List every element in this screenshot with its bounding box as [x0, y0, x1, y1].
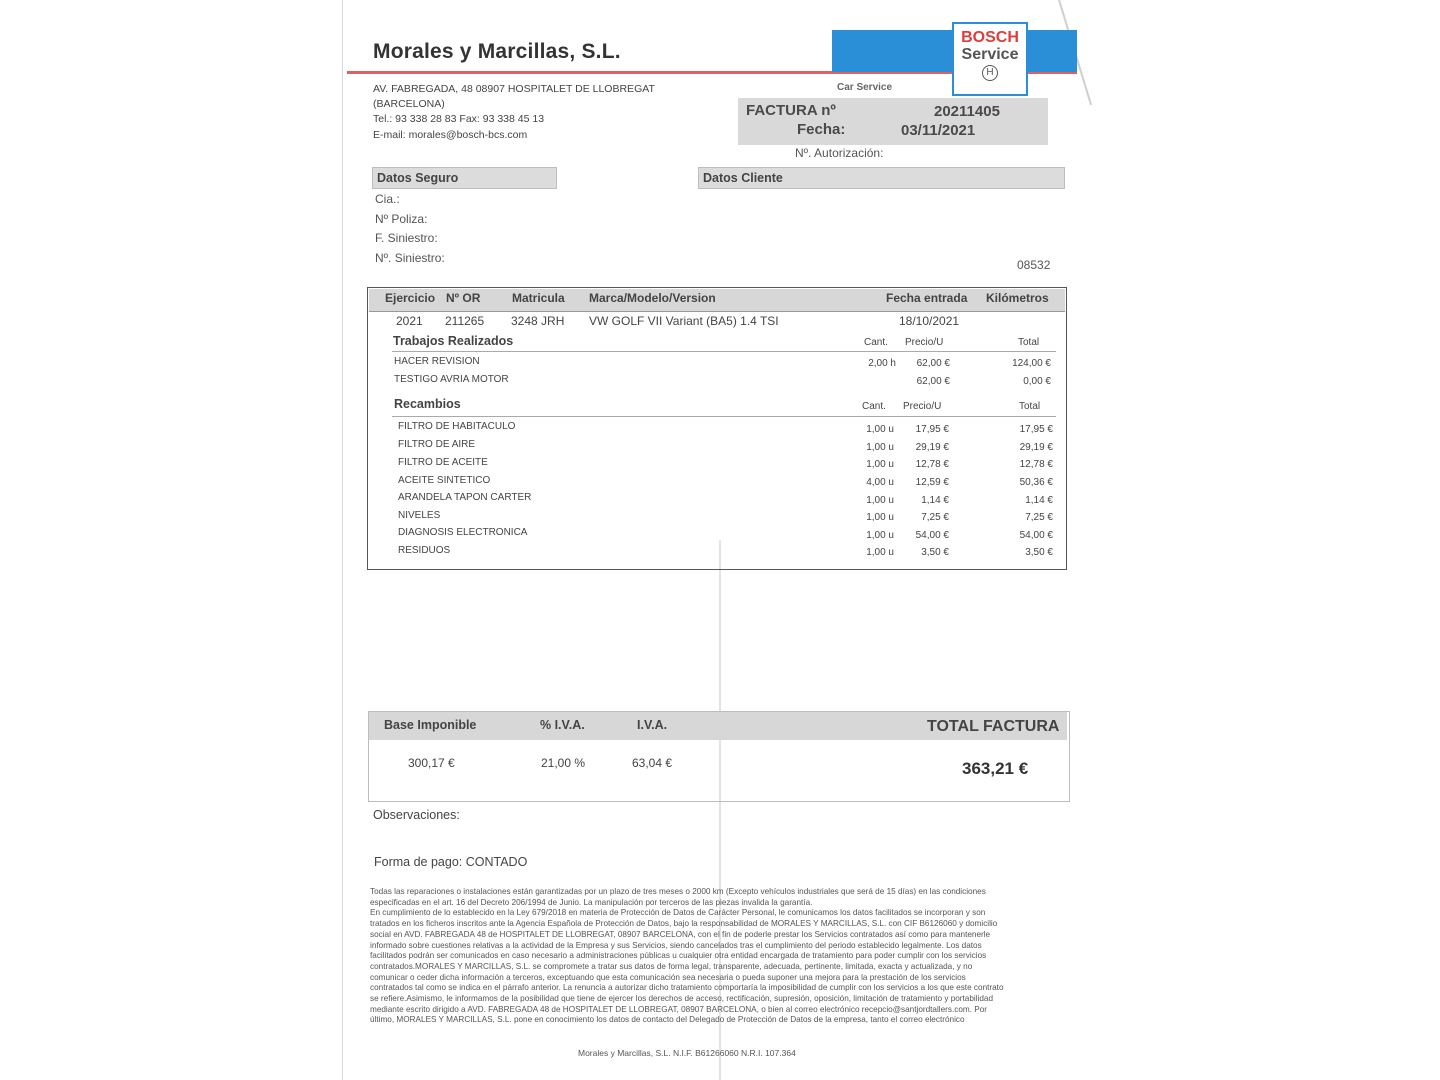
vehicle-fecha-entrada: 18/10/2021: [899, 314, 960, 328]
trabajos-col-total: Total: [1018, 337, 1040, 348]
item-precio: 3,50 €: [921, 547, 949, 558]
list-item: RESIDUOS: [398, 545, 451, 556]
legal-line: último, MORALES Y MARCILLAS, S.L. pone en conocimiento los datos de contacto del Delegado de Protección de Datos de la empresa, tanto el correo electrónico: [370, 1015, 965, 1025]
item-total: 3,50 €: [1025, 547, 1053, 558]
item-precio: 62,00 €: [916, 376, 950, 387]
item-cant: 1,00 u: [866, 512, 894, 523]
bosch-service-logo: [952, 22, 1028, 96]
list-item: TESTIGO AVRIA MOTOR: [394, 374, 509, 385]
iva-value: 63,04 €: [632, 756, 673, 770]
item-total: 0,00 €: [1023, 376, 1051, 387]
item-total: 12,78 €: [1019, 459, 1053, 470]
seguro-num-siniestro: Nº. Siniestro:: [375, 251, 445, 265]
legal-text: [370, 887, 1060, 1026]
item-cant: 1,00 u: [866, 459, 894, 470]
legal-line: especificadas en el art. 16 del Decreto 206/1994 de Junio. La manipulación por terceros de las piezas invalida la garantía.: [370, 897, 813, 907]
list-item: ACEITE SINTETICO: [398, 475, 491, 486]
legal-line: mediante escrito dirigido a AVD. FABREGADA 48 de HOSPITALET DE LLOBREGAT, 08907 BARCELONA, o bien al correo electrónico recepcio@santjordtallers.com. Por: [370, 1004, 988, 1014]
item-precio: 1,14 €: [921, 495, 949, 506]
col-nor: Nº OR: [446, 291, 481, 305]
recambios-col-precio: Precio/U: [903, 401, 942, 412]
item-total: 7,25 €: [1025, 512, 1053, 523]
legal-line: social en AVD. FABREGADA 48 de HOSPITALET DE LLOBREGAT, 08907 BARCELONA, con el fin de poderle prestar los Servicios contratados así como para mantenerle: [370, 929, 991, 939]
legal-line: contratados tal como se indica en el párrafo anterior. La renuncia a autorizar dicho tratamiento comportaría la imposibilidad de cumplir con los servicios a los que este contrato: [370, 983, 1004, 993]
item-cant: 1,00 u: [866, 495, 894, 506]
legal-line: facilitados podrán ser comunicados en caso necesario a administraciones públicas u cualquier otra entidad encargada de tratamiento para poder cumplir con los servicios: [370, 951, 987, 961]
legal-line: comunicar o ceder dicha información a terceros, exceptuando que esta comunicación sea necesaria o pueda suponer una mejora para la prestación de los servicios: [370, 972, 966, 982]
car-service-label: Car Service: [837, 82, 893, 93]
autorizacion-label: Nº. Autorización:: [795, 146, 884, 160]
item-precio: 62,00 €: [916, 358, 950, 369]
item-precio: 7,25 €: [921, 512, 949, 523]
total-factura-label: TOTAL FACTURA: [927, 718, 1060, 735]
item-precio: 17,95 €: [915, 424, 949, 435]
col-modelo: Marca/Modelo/Version: [589, 291, 716, 305]
iva-pct-value: 21,00 %: [541, 756, 586, 770]
email-line: E-mail: morales@bosch-bcs.com: [373, 129, 528, 141]
item-total: 17,95 €: [1019, 424, 1053, 435]
legal-line: informado sobre cuestiones relativas a la actividad de la Empresa y sus Servicios, siendo cancelados tras el cumplimiento del periodo establecido legalmente. Los datos: [370, 940, 982, 950]
col-fecha-entrada: Fecha entrada: [886, 291, 968, 305]
fecha-value: 03/11/2021: [901, 122, 976, 139]
vehicle-modelo: VW GOLF VII Variant (BA5) 1.4 TSI: [589, 314, 779, 328]
service-logo-text: Service: [961, 46, 1019, 63]
company-name: Morales y Marcillas, S.L.: [373, 40, 621, 63]
legal-line: En cumplimiento de lo establecido en la Ley 679/2018 en materia de Protección de Datos de Carácter Personal, le comunicamos los datos facilitados se incorporan y son: [370, 908, 986, 918]
item-cant: 2,00 h: [868, 358, 896, 369]
address-region: (BARCELONA): [373, 98, 445, 110]
iva-pct-label: % I.V.A.: [540, 718, 585, 732]
list-item: FILTRO DE AIRE: [398, 439, 476, 450]
trabajos-divider: [392, 351, 1056, 352]
item-cant: 1,00 u: [866, 547, 894, 558]
total-factura-value: 363,21 €: [962, 759, 1029, 778]
recambios-title: Recambios: [394, 397, 461, 411]
vehicle-or: 211265: [445, 314, 485, 328]
col-kilometros: Kilómetros: [986, 291, 1049, 305]
item-cant: 1,00 u: [866, 442, 894, 453]
observaciones-label: Observaciones:: [373, 808, 460, 822]
list-item: HACER REVISION: [394, 356, 480, 367]
item-precio: 29,19 €: [915, 442, 949, 453]
recambios-col-cant: Cant.: [862, 401, 886, 412]
item-cant: 1,00 u: [866, 424, 894, 435]
legal-line: contratados.MORALES Y MARCILLAS, S.L. se compromete a tratar sus datos de forma legal, transparente, adecuada, pertinente, limitada, exacta y actualizada, y no: [370, 961, 973, 971]
iva-label: I.V.A.: [637, 718, 668, 732]
item-total: 50,36 €: [1019, 477, 1053, 488]
trabajos-title: Trabajos Realizados: [393, 334, 514, 348]
item-precio: 54,00 €: [915, 530, 949, 541]
item-cant: 1,00 u: [866, 530, 894, 541]
list-item: ARANDELA TAPON CARTER: [398, 492, 532, 503]
item-total: 1,14 €: [1025, 495, 1053, 506]
recambios-col-total: Total: [1019, 401, 1041, 412]
base-imponible-label: Base Imponible: [384, 718, 477, 732]
seguro-cia: Cia.:: [375, 192, 400, 206]
phone-fax: Tel.: 93 338 28 83 Fax: 93 338 45 13: [373, 113, 545, 125]
recambios-divider: [392, 416, 1056, 417]
address-line: AV. FABREGADA, 48 08907 HOSPITALET DE LLOBREGAT: [373, 83, 655, 95]
item-precio: 12,59 €: [915, 477, 949, 488]
seguro-fecha-siniestro: F. Siniestro:: [375, 231, 438, 245]
item-total: 124,00 €: [1012, 358, 1051, 369]
vehicle-matricula: 3248 JRH: [511, 314, 565, 328]
fecha-label: Fecha:: [797, 121, 846, 138]
bosch-emblem-icon: H: [982, 65, 998, 81]
page-edge: [342, 0, 343, 1080]
col-matricula: Matricula: [512, 291, 565, 305]
base-imponible-value: 300,17 €: [408, 756, 455, 770]
legal-line: Todas las reparaciones o instalaciones están garantizadas por un plazo de tres meses o 2000 km (Excepto vehículos industriales que será de 15 días) en las condiciones: [370, 887, 986, 896]
bosch-logo-text: BOSCH: [961, 29, 1019, 46]
vehicle-ejercicio: 2021: [396, 314, 423, 328]
item-precio: 12,78 €: [915, 459, 949, 470]
trabajos-col-precio: Precio/U: [905, 337, 944, 348]
list-item: FILTRO DE HABITACULO: [398, 421, 516, 432]
item-total: 29,19 €: [1019, 442, 1053, 453]
forma-pago: Forma de pago: CONTADO: [374, 855, 528, 869]
factura-label: FACTURA nº: [746, 102, 836, 119]
datos-cliente-header: Datos Cliente: [698, 167, 1065, 189]
col-ejercicio: Ejercicio: [385, 291, 436, 305]
list-item: FILTRO DE ACEITE: [398, 457, 488, 468]
cliente-code: 08532: [1017, 258, 1051, 272]
item-cant: 4,00 u: [866, 477, 894, 488]
list-item: DIAGNOSIS ELECTRONICA: [398, 527, 528, 538]
legal-line: se refiere.Asimismo, le informamos de la posibilidad que tiene de ejercer los derechos de acceso, rectificación, supresión, oposición, limitación de tratamiento y portabilidad: [370, 994, 994, 1004]
factura-number: 20211405: [934, 103, 1000, 120]
list-item: NIVELES: [398, 510, 441, 521]
trabajos-col-cant: Cant.: [864, 337, 888, 348]
datos-seguro-header: Datos Seguro: [372, 167, 557, 189]
footer-company-id: Morales y Marcillas, S.L. N.I.F. B61266060 N.R.I. 107.364: [578, 1048, 796, 1058]
seguro-poliza: Nº Poliza:: [375, 212, 428, 226]
item-total: 54,00 €: [1019, 530, 1053, 541]
legal-line: tratados en los ficheros inscritos ante la Agencia Española de Protección de Datos, bajo la responsabilidad de MORALES Y MARCILLAS, S.L. con CIF B6126060 y domicilio: [370, 919, 998, 929]
